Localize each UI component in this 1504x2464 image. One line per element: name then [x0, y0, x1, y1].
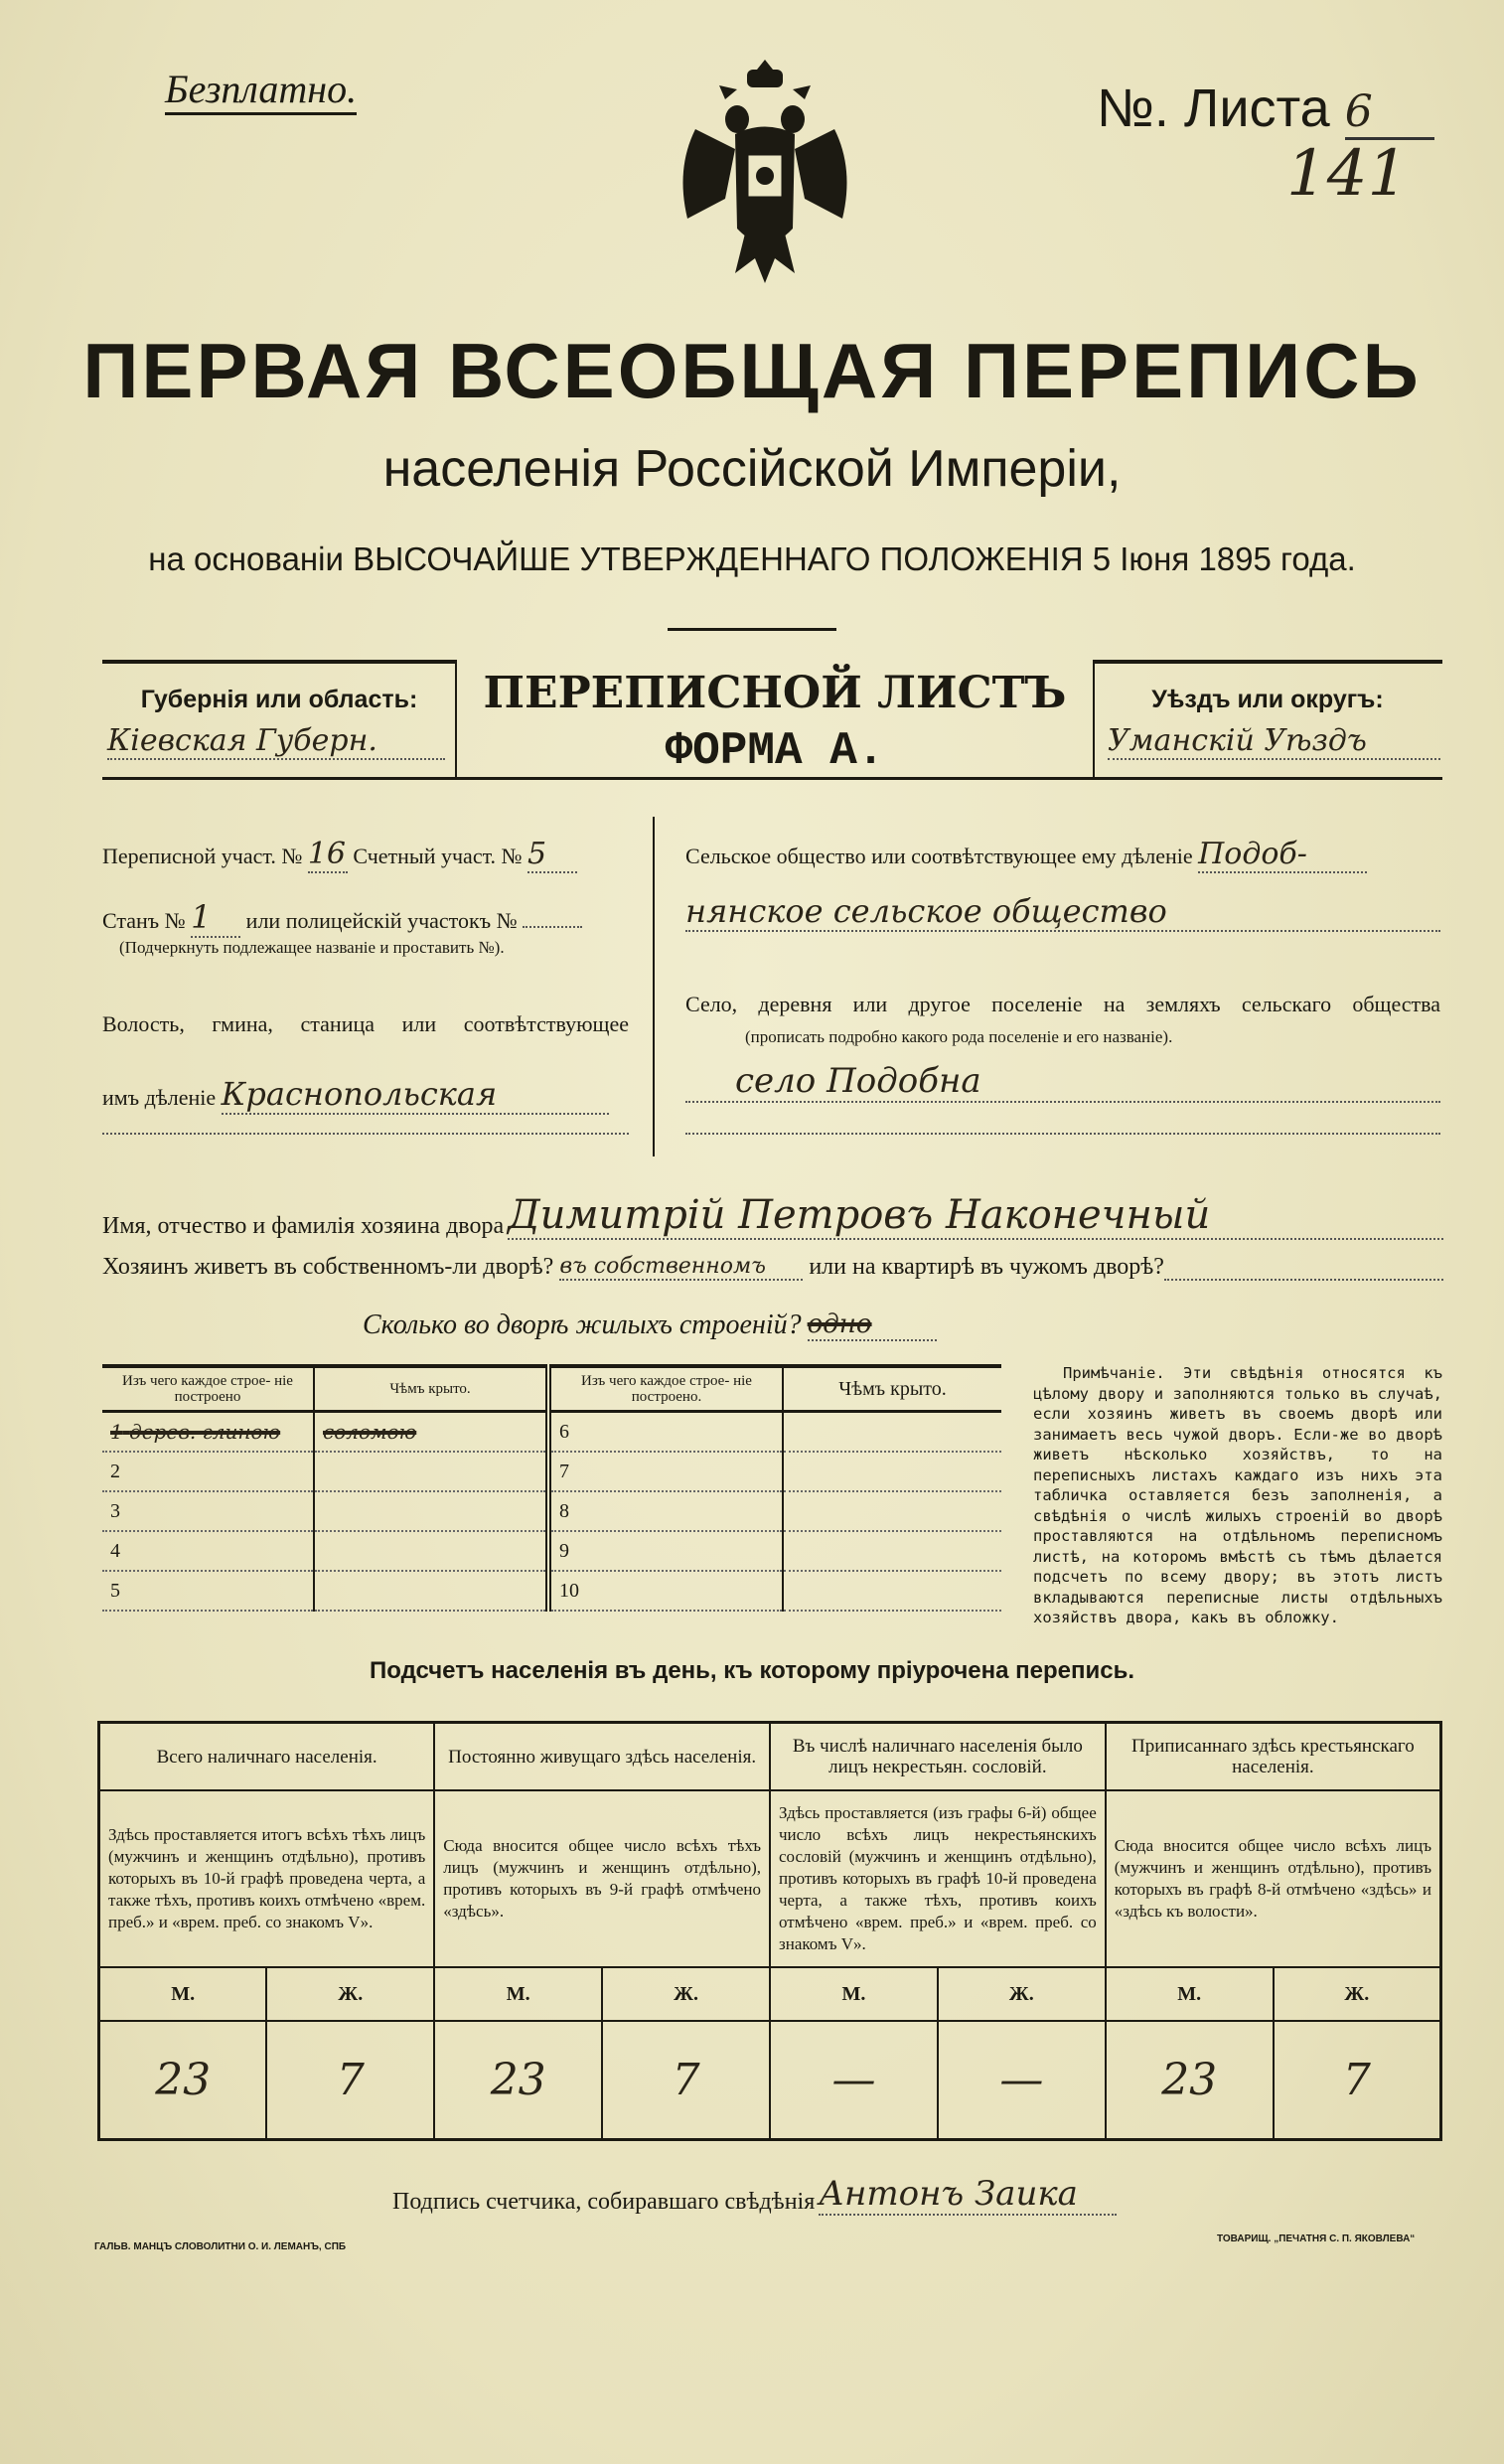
roof-cell[interactable]	[314, 1452, 548, 1491]
male-label: М.	[99, 1967, 267, 2021]
roof-header: Чѣмъ крыто.	[314, 1366, 548, 1412]
female-label: Ж.	[602, 1967, 770, 2021]
sheet-number-label	[1097, 77, 1434, 140]
society-value-1: Подоб-	[1198, 837, 1367, 873]
population-title: Подсчетъ населенія въ день, къ которому пріурочена перепись.	[370, 1657, 1134, 1684]
peasant-male-value[interactable]: 23	[1106, 2021, 1274, 2140]
roof-header-2: Чѣмъ крыто.	[783, 1366, 1001, 1412]
total-female-value[interactable]: 7	[266, 2021, 434, 2140]
total-male-value[interactable]: 23	[99, 2021, 267, 2140]
owner-name-label: Имя, отчество и фамилія хозяина двора	[102, 1213, 505, 1239]
col-desc-permanent: Сюда вносится общее число всѣхъ тѣхъ лицъ (мужчинъ и женщинъ отдѣльно), противъ которыхъ въ 9-й графѣ отмѣчено «здѣсь».	[434, 1790, 770, 1967]
basis-line: на основаніи ВЫСОЧАЙШЕ УТВЕРЖДЕННАГО ПОЛОЖЕНІЯ 5 Іюня 1895 года.	[148, 540, 1356, 577]
female-label: Ж.	[266, 1967, 434, 2021]
row-number: 9	[548, 1531, 783, 1571]
population-table	[97, 1721, 1442, 2141]
row-number: 2	[102, 1452, 314, 1491]
buildings-value: одно	[808, 1309, 937, 1341]
own-yard-row	[102, 1254, 1443, 1281]
double-headed-eagle-icon	[676, 60, 854, 288]
row-number: 7	[548, 1452, 783, 1491]
male-label: М.	[1106, 1967, 1274, 2021]
police-label: или полицейскій участокъ №	[245, 908, 518, 933]
col-header-permanent: Постоянно живущаго здѣсь населенія.	[434, 1723, 770, 1791]
roof-cell[interactable]	[314, 1571, 548, 1611]
count-section-value: 5	[527, 837, 577, 873]
owner-name-value: Димитрій Петровъ Наконечный	[508, 1192, 1443, 1240]
signature-value[interactable]: Антонъ Заика	[819, 2174, 1117, 2216]
table-row	[102, 1531, 1001, 1571]
form-title: ПЕРЕПИСНОЙ ЛИСТЪ	[483, 668, 1067, 718]
volost-label-2: имъ дѣленіе	[102, 1085, 217, 1110]
material-header-2: Изъ чего каждое строе- ніе построено.	[548, 1366, 783, 1412]
female-label: Ж.	[1274, 1967, 1441, 2021]
table-row	[102, 1491, 1001, 1531]
printer-left: ГАЛЬВ. МАНЦЪ СЛОВОЛИТНИ О. И. ЛЕМАНЪ, СПБ	[94, 2241, 347, 2252]
row-number: 5	[102, 1571, 314, 1611]
volost-label: Волость, гмина, станица или соотвѣтствующее	[102, 1011, 629, 1036]
col-header-peasant: Приписаннаго здѣсь крестьянскаго населенія.	[1106, 1723, 1441, 1791]
owner-name-row	[102, 1192, 1443, 1240]
row-number: 3	[102, 1491, 314, 1531]
society-value-2: нянское сельское общество	[685, 892, 1440, 932]
own-yard-value: въ собственномъ	[559, 1254, 803, 1281]
census-section-row	[102, 837, 577, 873]
material-cell[interactable]: 1 дерев. глиною	[102, 1412, 314, 1453]
roof-cell[interactable]	[783, 1491, 1001, 1531]
table-row	[102, 1571, 1001, 1611]
buildings-table	[102, 1364, 1001, 1612]
signature-label: Подпись счетчика, собиравшаго свѣдѣнія	[392, 2189, 816, 2215]
non-peasant-female-value[interactable]: —	[938, 2021, 1106, 2140]
province-value: Кіевская Губерн.	[107, 723, 445, 760]
signature-row	[392, 2174, 1117, 2216]
stan-label: Станъ №	[102, 908, 186, 933]
volost-value: Краснопольская	[222, 1075, 609, 1115]
province-label: Губернія или область:	[140, 686, 418, 713]
printer-right: ТОВАРИЩ. „ПЕЧАТНЯ С. П. ЯКОВЛЕВА“	[1217, 2233, 1416, 2244]
material-header: Изъ чего каждое строе- ніе построено	[102, 1366, 314, 1412]
stan-row	[102, 898, 582, 938]
female-label: Ж.	[938, 1967, 1106, 2021]
roof-cell[interactable]	[314, 1531, 548, 1571]
permanent-male-value[interactable]: 23	[434, 2021, 602, 2140]
row-number: 10	[548, 1571, 783, 1611]
ornament-divider	[668, 628, 836, 631]
table-row	[102, 1452, 1001, 1491]
sheet-number-value: 6	[1345, 86, 1434, 140]
col-desc-non-peasant: Здѣсь проставляется (изъ графы 6-й) общее число всѣхъ лицъ некрестьянскихъ сословій (мужчинъ и женщинъ отдѣльно), противъ которыхъ въ графѣ 10-й проведена черта, а также тѣхъ, противъ коихъ отмѣчено «врем. преб.» и «врем. преб. со знакомъ V».	[770, 1790, 1106, 1967]
row-number: 4	[102, 1531, 314, 1571]
male-label: М.	[770, 1967, 938, 2021]
page-title: ПЕРВАЯ ВСЕОБЩАЯ ПЕРЕПИСЬ	[82, 327, 1422, 414]
col-desc-total: Здѣсь проставляется итогъ всѣхъ тѣхъ лицъ (мужчинъ и женщинъ отдѣльно), противъ которыхъ въ 10-й графѣ проведена черта, а также тѣхъ, противъ коихъ отмѣчено «врем. преб.» и «врем. преб. со знакомъ V».	[99, 1790, 435, 1967]
census-section-value: 16	[307, 837, 347, 871]
male-label: М.	[434, 1967, 602, 2021]
buildings-row	[363, 1309, 937, 1341]
rented-label: или на квартирѣ въ чужомъ дворѣ?	[809, 1254, 1164, 1280]
roof-cell[interactable]	[783, 1571, 1001, 1611]
volost-row	[102, 1075, 609, 1115]
buildings-label: Сколько во дворѣ жилыхъ строеній?	[363, 1309, 802, 1340]
permanent-female-value[interactable]: 7	[602, 2021, 770, 2140]
row-number: 8	[548, 1491, 783, 1531]
archive-number: 141	[1286, 137, 1409, 211]
district-value: Уманскій Уѣздъ	[1108, 723, 1440, 760]
buildings-note: Примѣчаніе. Эти свѣдѣнія относятся къ цѣлому двору и заполняются только въ случаѣ, если хозяинъ живетъ въ своемъ дворѣ или занимаетъ весь чужой дворъ. Если-же во дворѣ живетъ нѣсколько хозяйствъ, то на переписныхъ листахъ каждаго изъ нихъ эта табличка оставляется безъ заполненія, а свѣдѣнія о числѣ жилыхъ строеній во дворѣ проставляются на отдѣльномъ переписномъ листѣ, на которомъ вмѣстѣ съ тѣмъ дѣлается подсчетъ по всему двору; въ этотъ листъ вкладываются переписные листы отдѣльныхъ хозяйствъ двора, какъ въ обложку.	[1033, 1364, 1442, 1626]
col-header-non-peasant: Въ числѣ наличнаго населенія было лицъ некрестьян. сословій.	[770, 1723, 1106, 1791]
society-label: Сельское общество или соотвѣтствующее ему дѣленіе	[685, 844, 1193, 868]
row-number: 6	[548, 1412, 783, 1453]
village-label: Село, деревня или другое поселеніе на земляхъ сельскаго общества	[685, 992, 1440, 1016]
free-label: Безплатно.	[165, 66, 357, 115]
non-peasant-male-value[interactable]: —	[770, 2021, 938, 2140]
village-value: село Подобна	[685, 1061, 1440, 1103]
count-section-label: Счетный участ. №	[353, 844, 523, 868]
buildings-table-header	[102, 1366, 1001, 1412]
page-subtitle: населенія Россійской Имперіи,	[382, 440, 1122, 498]
society-row	[685, 837, 1440, 873]
roof-cell[interactable]	[783, 1452, 1001, 1491]
col-desc-peasant: Сюда вносится общее число всѣхъ лицъ (мужчинъ и женщинъ отдѣльно), противъ которыхъ въ графѣ 8-й отмѣчено «здѣсь» и «здѣсь къ волости».	[1106, 1790, 1441, 1967]
roof-cell[interactable]	[783, 1531, 1001, 1571]
district-label: Уѣздъ или округъ:	[1151, 686, 1384, 713]
stan-value: 1	[191, 898, 240, 938]
census-section-label: Переписной участ. №	[102, 844, 303, 868]
peasant-female-value[interactable]: 7	[1274, 2021, 1441, 2140]
village-note: (прописать подробно какого рода поселеніе и его названіе).	[745, 1027, 1173, 1046]
col-header-total: Всего наличнаго населенія.	[99, 1723, 435, 1791]
roof-cell[interactable]	[314, 1491, 548, 1531]
roof-cell[interactable]: соломою	[314, 1412, 548, 1453]
form-subtitle: ФОРМА А.	[665, 725, 885, 777]
sheet-label: №. Листа	[1097, 78, 1330, 138]
roof-cell[interactable]	[783, 1412, 1001, 1453]
own-yard-label: Хозяинъ живетъ въ собственномъ-ли дворѣ?	[102, 1254, 554, 1280]
police-note: (Подчеркнуть подлежащее названіе и проставить №).	[119, 938, 505, 957]
table-row	[102, 1412, 1001, 1453]
